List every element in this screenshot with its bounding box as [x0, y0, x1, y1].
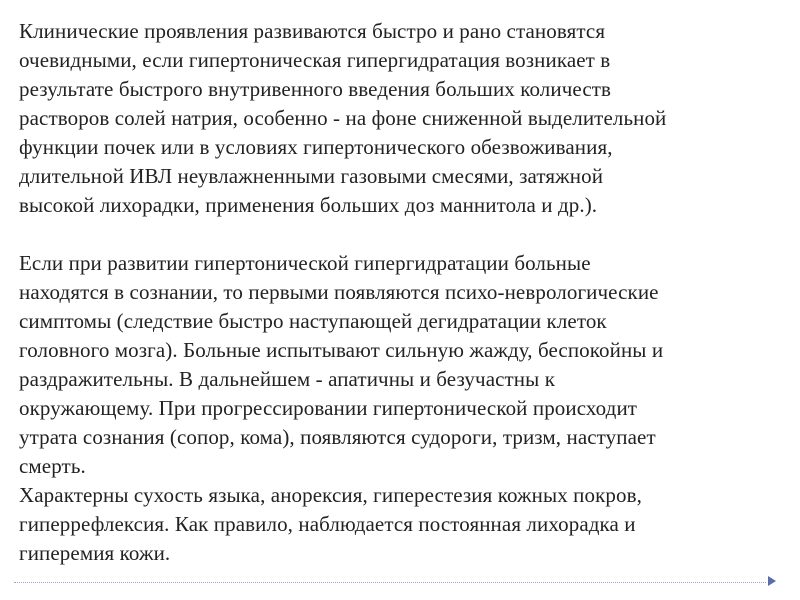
slide-body — [19, 17, 781, 568]
paragraph-spacer — [19, 220, 781, 249]
paragraph-clinical-manifestations: Клинические проявления развиваются быстро и рано становятся очевидными, если гипертоническая гипергидратация возникает в результате быстрого внутривенного введения больших количеств растворов солей натрия, особенно - на фоне сниженной выделительной функции почек или в условиях гипертонического обезвоживания, длительной ИВЛ неувлажненными газовыми смесями, затяжной высокой лихорадки, применения больших доз маннитола и др.). — [19, 19, 667, 217]
triangle-right-icon[interactable] — [768, 576, 776, 586]
paragraph-neurological-symptoms: Если при развитии гипертонической гипергидратации больные находятся в сознании, то первыми появляются психо-неврологические симптомы (следствие быстро наступающей дегидратации клеток головного мозга). Больные испытывают сильную жажду, беспокойны и раздражительны. В дальнейшем - апатичны и безучастны к окружающему. При прогрессировании гипертонической происходит утрата сознания (сопор, кома), появляются судороги, тризм, наступает смерть. — [19, 251, 664, 478]
footer-divider — [14, 582, 766, 583]
paragraph-characteristic-signs: Характерны сухость языка, анорексия, гиперестезия кожных покров, гиперрефлексия. Как правило, наблюдается постоянная лихорадка и гиперемия кожи. — [19, 483, 642, 565]
